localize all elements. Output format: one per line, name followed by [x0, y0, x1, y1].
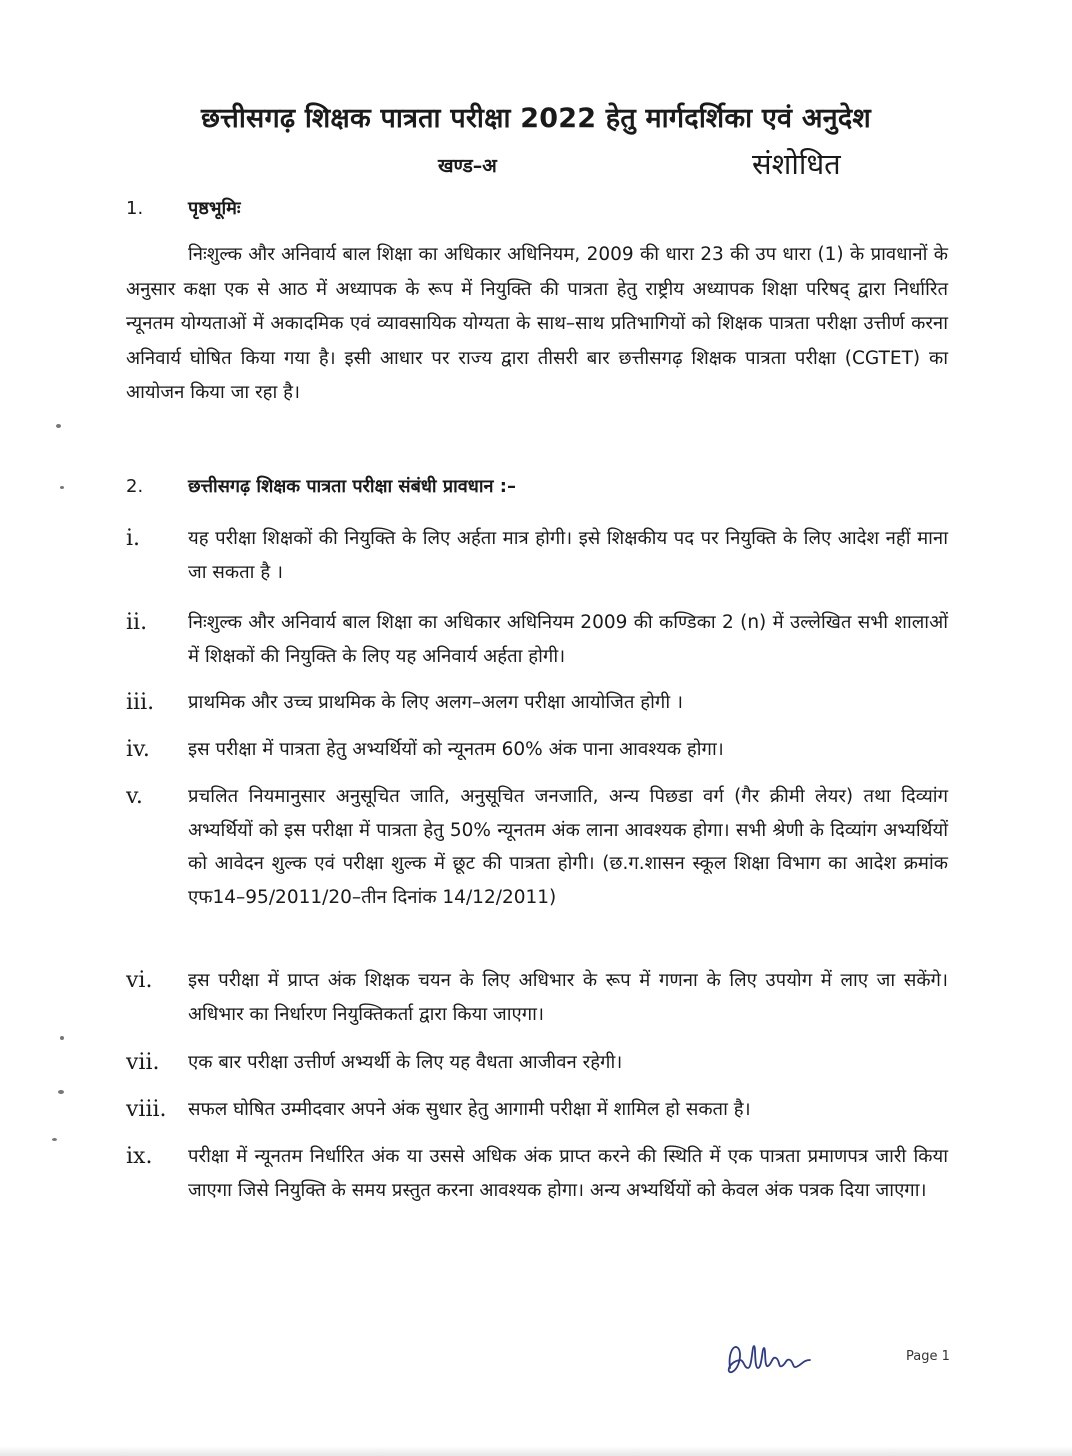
section-2-number: 2. — [126, 476, 144, 497]
provision-numeral: ix. — [126, 1144, 153, 1169]
section-1-paragraph: निःशुल्क और अनिवार्य बाल शिक्षा का अधिकार अधिनियम, 2009 की धारा 23 की उप धारा (1) के प्रावधानों के अनुसार कक्षा एक से आठ में अध्यापक के रूप में नियुक्ति की पात्रता हेतु राष्ट्रीय अध्यापक शिक्षा परिषद् द्वारा निर्धारित न्यूनतम योग्यताओं में अकादमिक एवं व्यावसायिक योग्यता के साथ–साथ प्रतिभागियों को शिक्षक पात्रता परीक्षा उत्तीर्ण करना अनिवार्य घोषित किया गया है। इसी आधार पर राज्य द्वारा तीसरी बार छत्तीसगढ़ शिक्षक पात्रता परीक्षा (CGTET) का आयोजन किया जा रहा है। — [126, 244, 948, 403]
section-1-title: पृष्ठभूमिः — [188, 198, 241, 219]
provision-item — [126, 686, 948, 720]
scan-speck — [60, 1036, 64, 1040]
provision-text: परीक्षा में न्यूनतम निर्धारित अंक या उससे अधिक अंक प्राप्त करने की स्थिति में एक पात्रता प्रमाणपत्र जारी किया जाएगा जिसे नियुक्ति के समय प्रस्तुत करना आवश्यक होगा। अन्य अभ्यर्थियों को केवल अंक पत्रक दिया जाएगा। — [188, 1146, 948, 1201]
provision-item — [126, 780, 948, 914]
section-1-number: 1. — [126, 198, 144, 219]
provision-text: प्राथमिक और उच्च प्राथमिक के लिए अलग–अलग परीक्षा आयोजित होगी । — [188, 692, 684, 713]
section-label-khand: खण्ड–अ — [438, 155, 497, 177]
provision-numeral: iv. — [126, 737, 150, 762]
provision-text: इस परीक्षा में पात्रता हेतु अभ्यर्थियों को न्यूनतम 60% अंक पाना आवश्यक होगा। — [188, 739, 724, 760]
provision-numeral: v. — [126, 784, 143, 809]
provision-numeral: viii. — [126, 1097, 167, 1122]
provision-item — [126, 1046, 948, 1080]
scan-speck — [56, 424, 61, 428]
scan-speck — [58, 1090, 64, 1094]
scan-speck — [52, 1138, 57, 1141]
provision-text: सफल घोषित उम्मीदवार अपने अंक सुधार हेतु आगामी परीक्षा में शामिल हो सकता है। — [188, 1099, 751, 1120]
scan-speck — [60, 486, 64, 489]
revised-label: संशोधित — [752, 147, 841, 181]
document-title: छत्तीसगढ़ शिक्षक पात्रता परीक्षा 2022 हेतु मार्गदर्शिका एवं अनुदेश — [201, 103, 871, 134]
section-2-title: छत्तीसगढ़ शिक्षक पात्रता परीक्षा संबंधी प्रावधान :– — [188, 476, 516, 497]
provision-numeral: vii. — [126, 1050, 160, 1075]
provision-item — [126, 606, 948, 673]
provision-text: इस परीक्षा में प्राप्त अंक शिक्षक चयन के लिए अधिभार के रूप में गणना के लिए उपयोग में लाए जा सकेंगे। अधिभार का निर्धारण नियुक्तिकर्ता द्वारा किया जाएगा। — [188, 970, 948, 1025]
provision-item — [126, 1140, 948, 1207]
provision-item — [126, 1093, 948, 1127]
section-2-heading — [126, 474, 516, 498]
signature — [722, 1338, 822, 1384]
provision-text: एक बार परीक्षा उत्तीर्ण अभ्यर्थी के लिए यह वैधता आजीवन रहेगी। — [188, 1052, 623, 1073]
provision-text: निःशुल्क और अनिवार्य बाल शिक्षा का अधिकार अधिनियम 2009 की कण्डिका 2 (n) में उल्लेखित सभी शालाओं में शिक्षकों की नियुक्ति के लिए यह अनिवार्य अर्हता होगी। — [188, 612, 948, 667]
section-1-heading — [126, 196, 241, 220]
provision-numeral: iii. — [126, 690, 155, 715]
provision-item — [126, 522, 948, 589]
provision-text: यह परीक्षा शिक्षकों की नियुक्ति के लिए अर्हता मात्र होगी। इसे शिक्षकीय पद पर नियुक्ति के लिए आदेश नहीं माना जा सकता है । — [188, 528, 948, 583]
provision-numeral: i. — [126, 526, 141, 551]
provision-item — [126, 733, 948, 767]
scan-edge-shadow — [0, 1446, 1072, 1456]
page-number: Page 1 — [906, 1349, 950, 1364]
provision-numeral: vi. — [126, 968, 153, 993]
provision-numeral: ii. — [126, 610, 148, 635]
provision-text: प्रचलित नियमानुसार अनुसूचित जाति, अनुसूचित जनजाति, अन्य पिछडा वर्ग (गैर क्रीमी लेयर) तथा दिव्यांग अभ्यर्थियों को इस परीक्षा में पात्रता हेतु 50% न्यूनतम अंक लाना आवश्यक होगा। सभी श्रेणी के दिव्यांग अभ्यर्थियों को आवेदन शुल्क एवं परीक्षा शुल्क में छूट की पात्रता होगी। (छ.ग.शासन स्कूल शिक्षा विभाग का आदेश क्रमांक एफ14–95/2011/20–तीन दिनांक 14/12/2011) — [188, 786, 948, 908]
provision-item — [126, 964, 948, 1031]
